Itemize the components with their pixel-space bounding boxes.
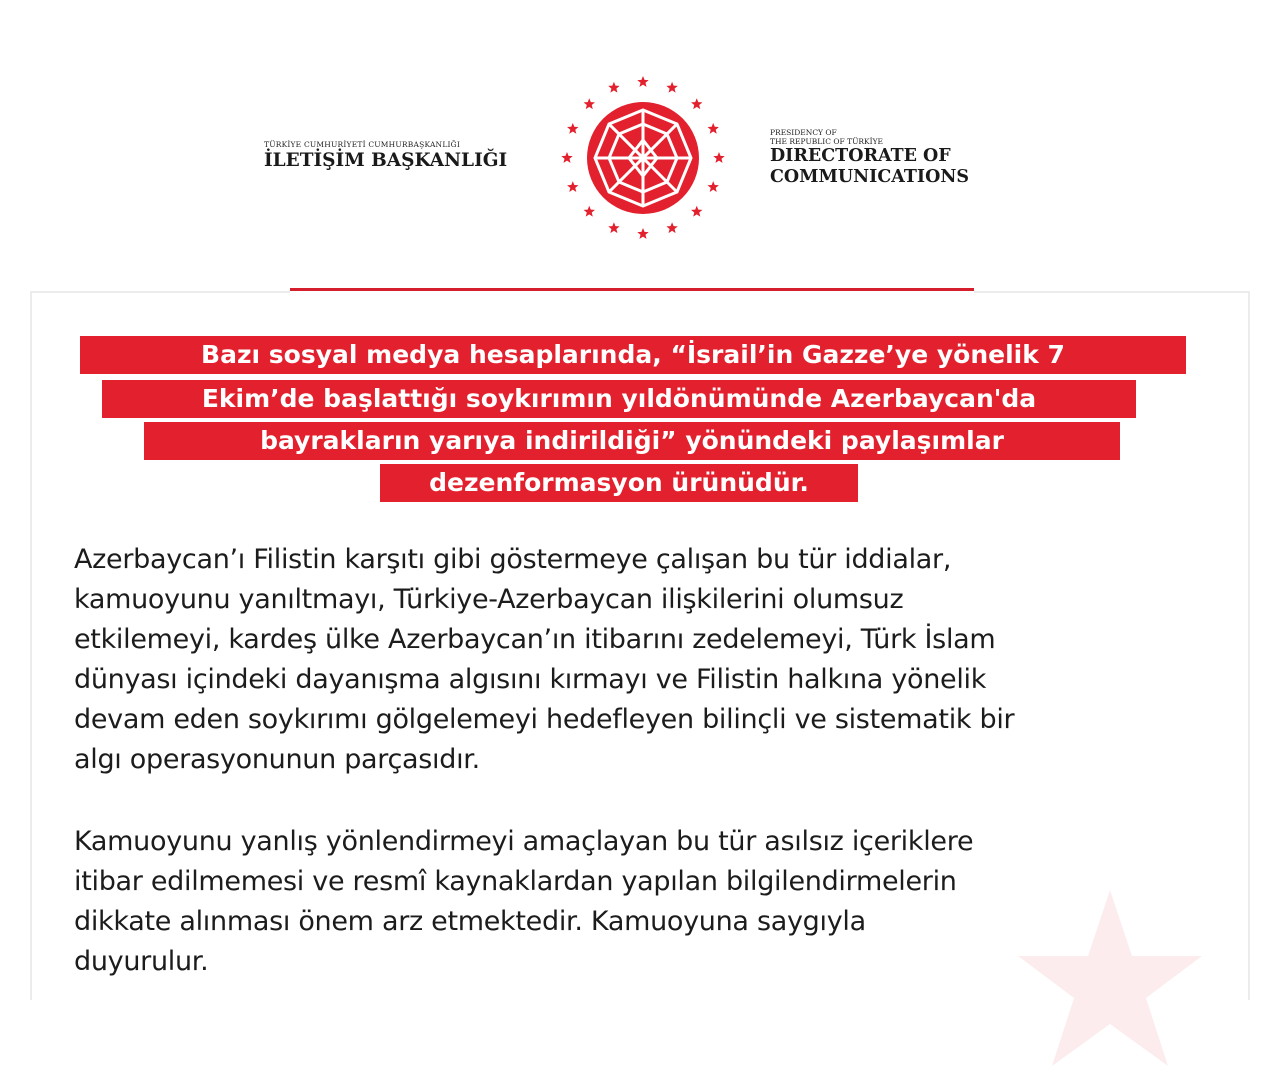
emblem-star-icon [666,82,677,93]
emblem-star-icon [584,206,595,217]
emblem-star-icon [637,228,648,239]
directorate-name-english [770,128,969,188]
emblem-star-icon [691,206,702,217]
paragraph-1-line: devam eden soykırımı gölgelemeyi hedefleyen bilinçli ve sistematik bir [74,704,1015,735]
headline-line-4: dezenformasyon ürünüdür. [380,464,858,502]
emblem-star-icon [691,98,702,109]
body-paragraph-2 [74,822,1224,982]
directorate-title-english-1: DIRECTORATE OF [770,146,951,166]
emblem-star-icon [713,152,724,163]
paragraph-1-line: Azerbaycan’ı Filistin karşıtı gibi göstermeye çalışan bu tür iddialar, [74,544,952,575]
paragraph-2-line: Kamuoyunu yanlış yönlendirmeyi amaçlayan bu tür asılsız içeriklere [74,826,974,857]
paragraph-1-line: algı operasyonunun parçasıdır. [74,744,480,775]
emblem-star-icon [567,181,578,192]
emblem-star-icon [637,76,648,87]
paragraph-2-line: itibar edilmemesi ve resmî kaynaklardan yapılan bilgilendirmelerin [74,866,957,897]
paragraph-1-line: kamuoyunu yanıltmayı, Türkiye-Azerbaycan ilişkilerini olumsuz [74,584,904,615]
emblem-star-icon [584,98,595,109]
frame-border-left [30,291,32,1000]
frame-border-right [1248,291,1250,1000]
directorate-name-turkish [264,140,524,171]
directorate-title-turkish: İLETİŞİM BAŞKANLIĞI [264,150,508,171]
headline-line-3: bayrakların yarıya indirildiği” yönündeki paylaşımlar [144,422,1120,460]
body-paragraph-1 [74,540,1224,780]
paragraph-2-line: dikkate alınması önem arz etmektedir. Kamuoyuna saygıyla [74,906,866,937]
emblem-star-icon [666,222,677,233]
emblem-star-icon [608,222,619,233]
emblem-star-icon [708,181,719,192]
paragraph-1-line: dünyası içindeki dayanışma algısını kırmayı ve Filistin halkına yönelik [74,664,987,695]
presidency-label-english-2: THE REPUBLIC OF TÜRKİYE [770,137,884,146]
directorate-title-english-2: COMMUNICATIONS [770,167,969,187]
emblem-star-icon [708,123,719,134]
presidency-emblem-icon [553,72,733,242]
frame-border-top-left [30,291,290,293]
header [0,0,1266,300]
presidency-label-turkish: TÜRKİYE CUMHURİYETİ CUMHURBAŞKANLIĞI [264,140,461,149]
emblem-star-icon [561,152,572,163]
emblem-star-icon [567,123,578,134]
headline-line-2: Ekim’de başlattığı soykırımın yıldönümünde Azerbaycan'da [102,380,1136,418]
emblem-star-icon [608,82,619,93]
red-divider [290,288,974,291]
frame-border-top-right [974,291,1250,293]
paragraph-2-line: duyurulur. [74,946,209,977]
paragraph-1-line: etkilemeyi, kardeş ülke Azerbaycan’ın itibarını zedelemeyi, Türk İslam [74,624,996,655]
headline-line-1: Bazı sosyal medya hesaplarında, “İsrail’in Gazze’ye yönelik 7 [80,336,1186,374]
presidency-label-english-1: PRESIDENCY OF [770,128,837,137]
